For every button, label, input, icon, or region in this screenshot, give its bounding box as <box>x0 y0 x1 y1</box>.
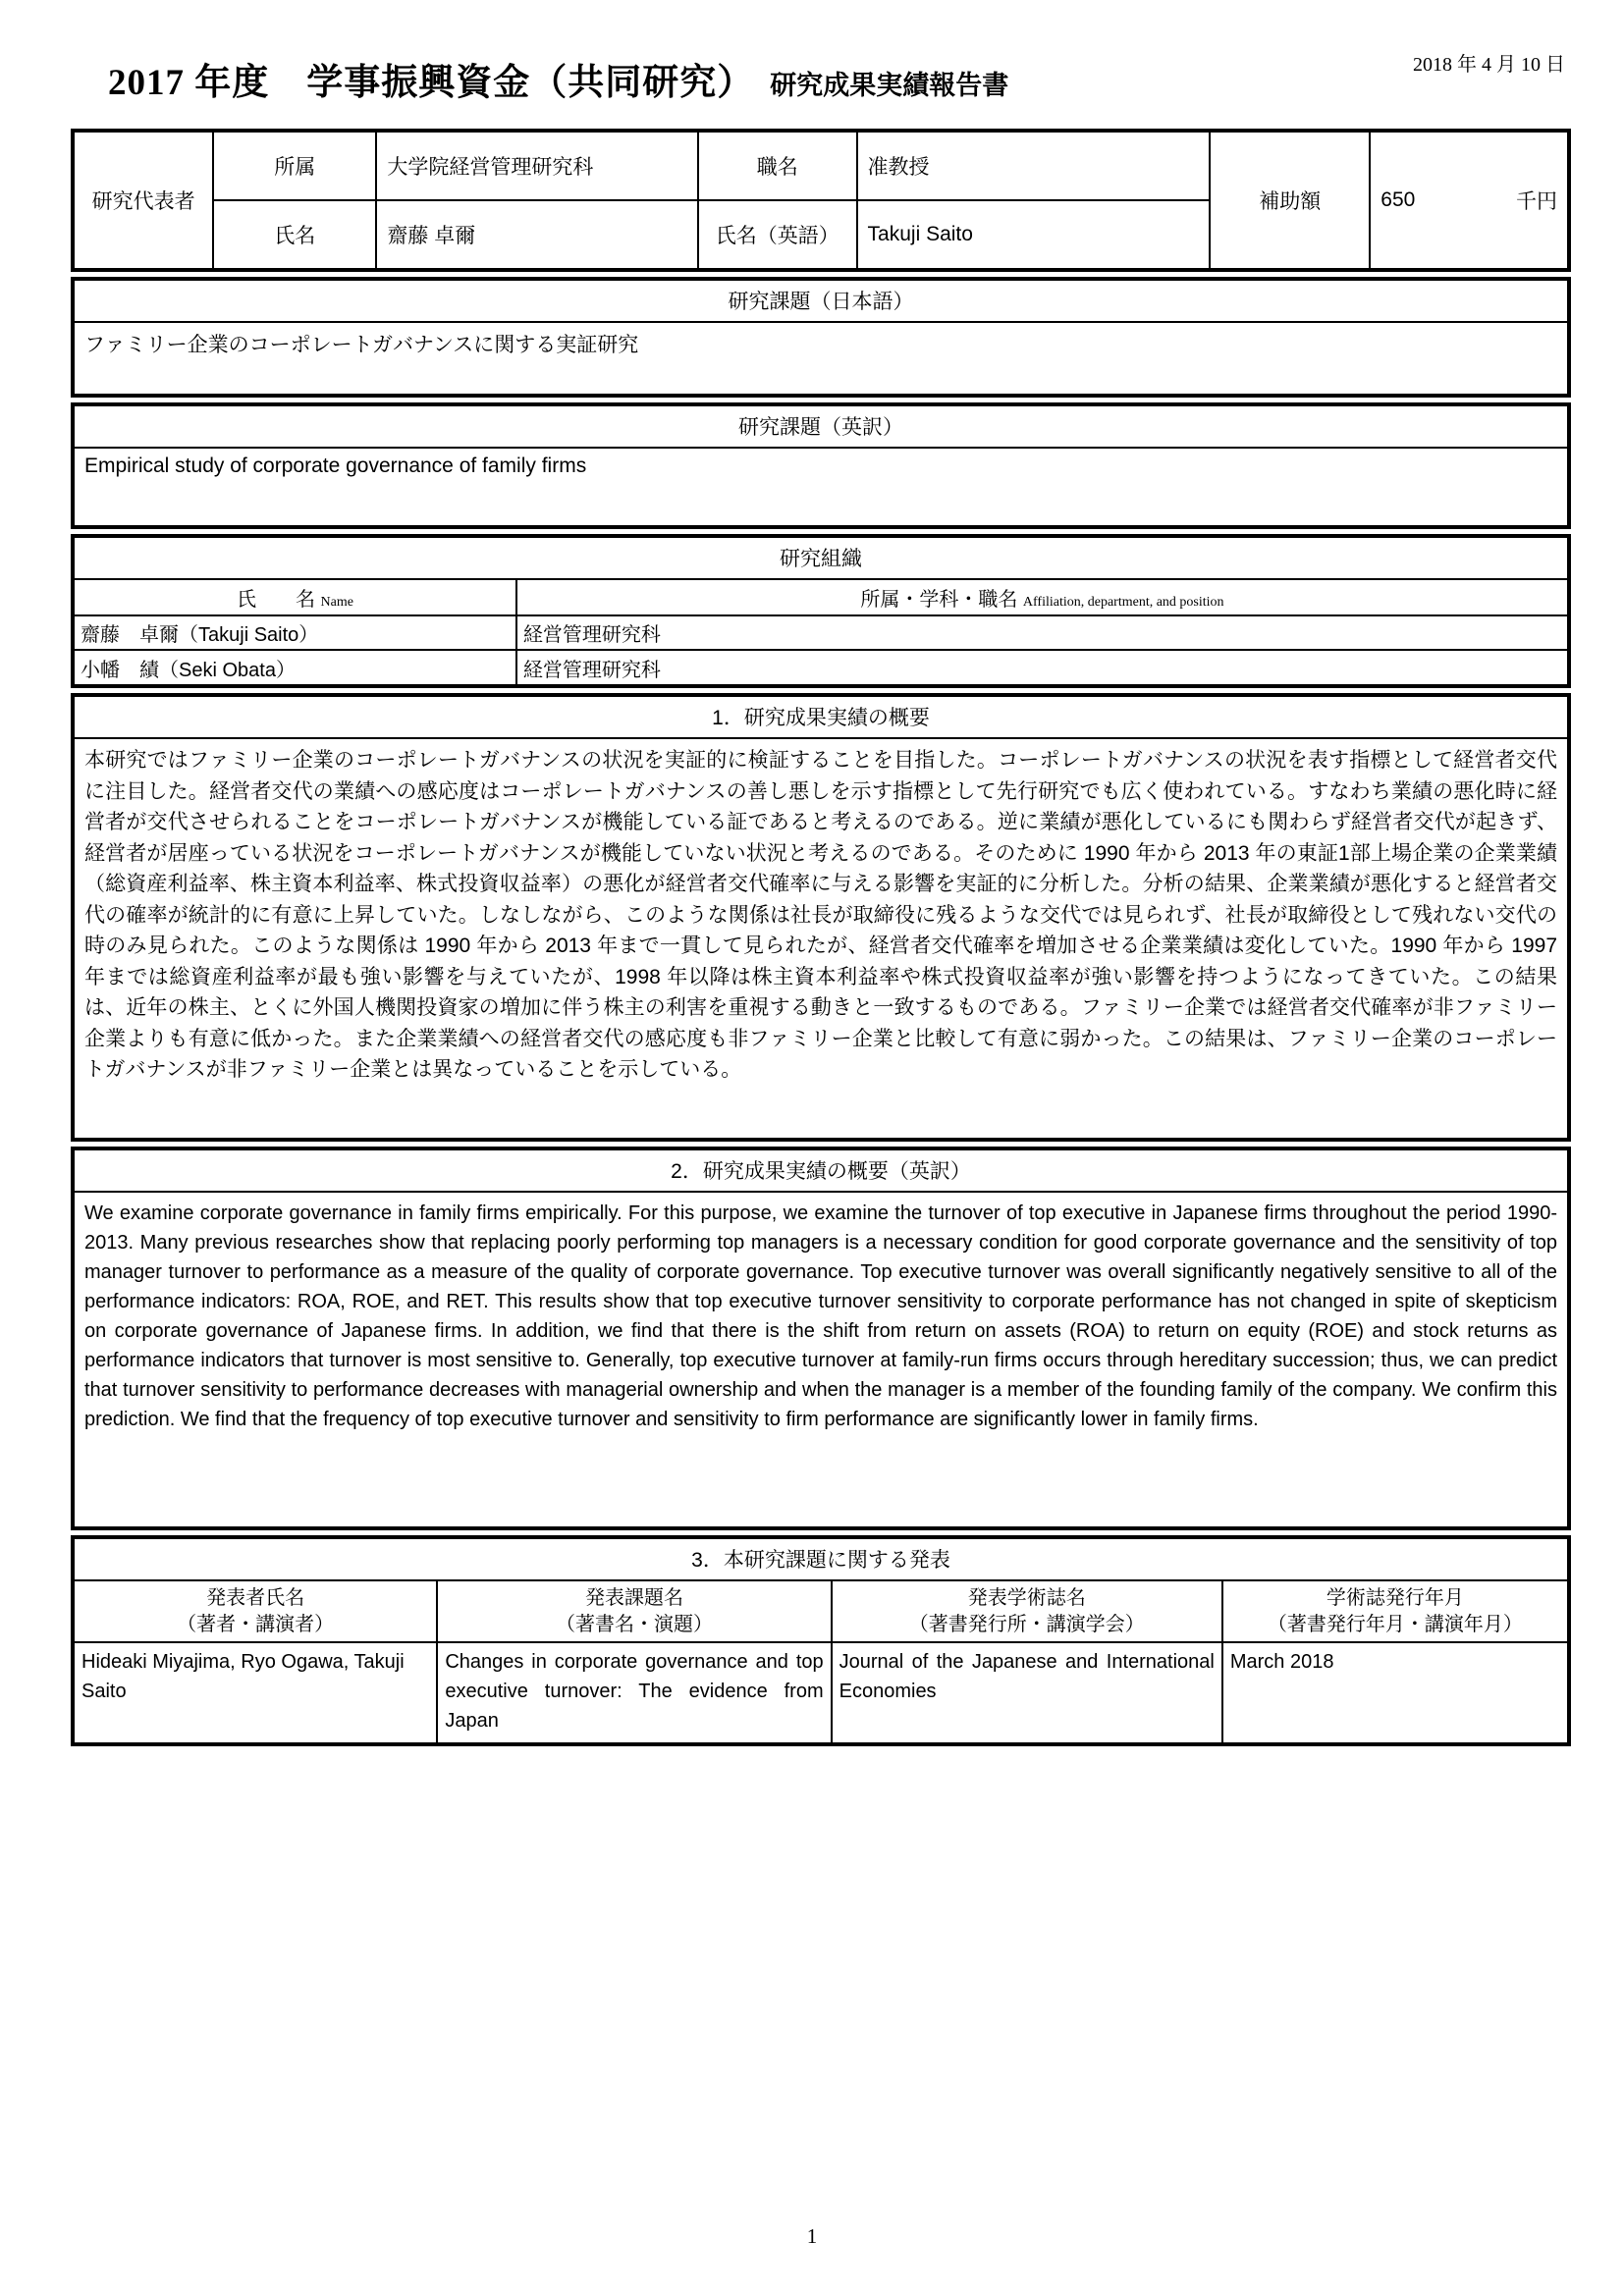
topic-ja-section <box>71 277 1571 398</box>
member-row <box>75 650 1567 684</box>
pub-journal: Journal of the Japanese and International Economies <box>832 1642 1222 1742</box>
name-value: 齋藤 卓爾 <box>376 200 698 270</box>
topic-en-header: 研究課題（英訳） <box>75 406 1567 449</box>
member-affiliation: 経営管理研究科 <box>516 615 1567 650</box>
document-title: 2017 年度 学事振興資金（共同研究） <box>108 63 755 103</box>
name-col-label: 氏 名 <box>236 589 315 611</box>
document-date: 2018 年 4 月 10 日 <box>1413 54 1565 76</box>
name-label: 氏名 <box>213 200 376 270</box>
pub-col-header-authors <box>75 1581 437 1642</box>
representative-row-1 <box>73 131 1569 200</box>
document-content <box>71 44 1571 1746</box>
affil-col-label: 所属・学科・職名 <box>860 589 1018 611</box>
subsidy-amount-wrap <box>1371 186 1567 215</box>
pub-authors: Hideaki Miyajima, Ryo Ogawa, Takuji Saito <box>75 1642 437 1742</box>
organization-name-colheader <box>75 580 516 615</box>
name-col-sublabel: Name <box>320 595 353 610</box>
publications-colheader-row <box>75 1581 1567 1642</box>
summary-en-header: 2．研究成果実績の概要（英訳） <box>75 1150 1567 1193</box>
subsidy-cell <box>1370 131 1569 270</box>
pub-col-authors-line2: （著者・講演者） <box>177 1613 335 1635</box>
summary-ja-section <box>71 693 1571 1142</box>
position-value: 准教授 <box>857 131 1211 200</box>
organization-header: 研究組織 <box>75 538 1567 580</box>
document-header <box>71 44 1571 129</box>
member-affiliation: 経営管理研究科 <box>516 650 1567 684</box>
subsidy-amount: 650 <box>1380 188 1416 211</box>
subsidy-label: 補助額 <box>1210 131 1370 270</box>
document-subtitle: 研究成果実績報告書 <box>770 71 1009 100</box>
subsidy-unit: 千円 <box>1516 190 1557 213</box>
publication-row <box>75 1642 1567 1742</box>
member-name: 小幡 績（Seki Obata） <box>75 650 516 684</box>
summary-ja-header: 1．研究成果実績の概要 <box>75 697 1567 739</box>
summary-ja-body: 本研究ではファミリー企業のコーポレートガバナンスの状況を実証的に検証することを目指した。コーポレートガバナンスの状況を表す指標として経営者交代に注目した。経営者交代の業績への感応度はコーポレートガバナンスの善し悪しを示す指標として先行研究でも広く使われている。すなわち業績の悪化時に経営者が交代させられることをコーポレートガバナンスが機能している証であると考えるのである。逆に業績が悪化しているにも関わらず経営者交代が起きず、経営者が居座っている状況をコーポレートガバナンスが機能していない状況と考えるのである。そのために 1990 年から 2013 年の東証1部上場企業の企業業績（総資産利益率、株主資本利益率、株式投資収益率）の悪化が経営者交代確率に与える影響を実証的に分析した。分析の結果、企業業績が悪化すると経営者交代の確率が統計的に有意に上昇していた。しなしながら、このような関係は社長が取締役に残るような交代では見られず、社長が取締役として残れない交代の時のみ見られた。このような関係は 1990 年から 2013 年まで一貫して見られたが、経営者交代確率を増加させる企業業績は変化していた。1990 年から 1997 年までは総資産利益率が最も強い影響を与えていたが、1998 年以降は株主資本利益率や株式投資収益率が強い影響を持つようになってきていた。この結果は、近年の株主、とくに外国人機関投資家の増加に伴う株主の利害を重視する動きと一致するものである。ファミリー企業では経営者交代確率が非ファミリー企業よりも有意に低かった。また企業業績への経営者交代の感応度も非ファミリー企業と比較して有意に弱かった。この結果は、ファミリー企業のコーポレートガバナンスが非ファミリー企業とは異なっていることを示している。 <box>84 749 1557 1081</box>
name-en-value: Takuji Saito <box>857 200 1211 270</box>
topic-ja-body: ファミリー企業のコーポレートガバナンスに関する実証研究 <box>84 334 639 356</box>
pub-col-header-journal <box>832 1581 1222 1642</box>
pub-col-journal-line2: （著書発行所・講演学会） <box>908 1613 1145 1635</box>
pub-col-title-line2: （著書名・演題） <box>555 1613 713 1635</box>
affiliation-value: 大学院経営管理研究科 <box>376 131 698 200</box>
affiliation-label: 所属 <box>213 131 376 200</box>
topic-en-section <box>71 402 1571 529</box>
topic-ja-header: 研究課題（日本語） <box>75 281 1567 323</box>
name-en-label: 氏名（英語） <box>698 200 857 270</box>
representative-label: 研究代表者 <box>73 131 213 270</box>
organization-colheader-row <box>75 580 1567 615</box>
publications-header: 3．本研究課題に関する発表 <box>75 1539 1567 1581</box>
position-label: 職名 <box>698 131 857 200</box>
organization-table <box>75 580 1567 684</box>
title-line <box>71 44 1008 105</box>
summary-en-body: We examine corporate governance in family firms empirically. For this purpose, we examine the turnover of top executive in Japanese firms throughout the period 1990-2013. Many previous researches show that replacing poorly performing top managers is a necessary condition for good corporate governance and the sensitivity of top manager turnover to performance as a measure of the quality of corporate governance. Top executive turnover was overall significantly negatively sensitive to all of the performance indicators: ROA, ROE, and RET. This results show that top executive turnover sensitivity to corporate performance has not changed in spite of skepticism on corporate governance of Japanese firms. In addition, we find that there is the shift from return on assets (ROA) to return on equity (ROE) and stock returns as performance indicators that turnover is most sensitive to. Generally, top executive turnover at family-run firms occurs through hereditary succession; thus, we can predict that turnover sensitivity to performance decreases with managerial ownership and when the manager is a member of the founding family of the company. We confirm this prediction. We find that the frequency of top executive turnover and sensitivity to firm performance are significantly lower in family firms. <box>84 1202 1557 1430</box>
pub-col-journal-line1: 発表学術誌名 <box>967 1586 1086 1609</box>
organization-affil-colheader <box>516 580 1567 615</box>
publications-section <box>71 1535 1571 1746</box>
topic-en-body: Empirical study of corporate governance of family firms <box>84 454 587 477</box>
pub-col-header-title <box>437 1581 831 1642</box>
pub-title: Changes in corporate governance and top executive turnover: The evidence from Japan <box>437 1642 831 1742</box>
pub-col-date-line2: （著書発行年月・講演年月） <box>1267 1613 1523 1635</box>
pub-col-date-line1: 学術誌発行年月 <box>1326 1586 1464 1609</box>
pub-col-header-date <box>1222 1581 1567 1642</box>
page-number: 1 <box>806 2224 818 2248</box>
pub-col-title-line1: 発表課題名 <box>584 1586 683 1609</box>
member-name: 齋藤 卓爾（Takuji Saito） <box>75 615 516 650</box>
affil-col-sublabel: Affiliation, department, and position <box>1022 595 1224 610</box>
pub-date: March 2018 <box>1222 1642 1567 1742</box>
representative-table <box>71 129 1571 272</box>
member-row <box>75 615 1567 650</box>
summary-en-section <box>71 1147 1571 1530</box>
publications-table <box>75 1581 1567 1742</box>
organization-section <box>71 534 1571 688</box>
pub-col-authors-line1: 発表者氏名 <box>206 1586 305 1609</box>
